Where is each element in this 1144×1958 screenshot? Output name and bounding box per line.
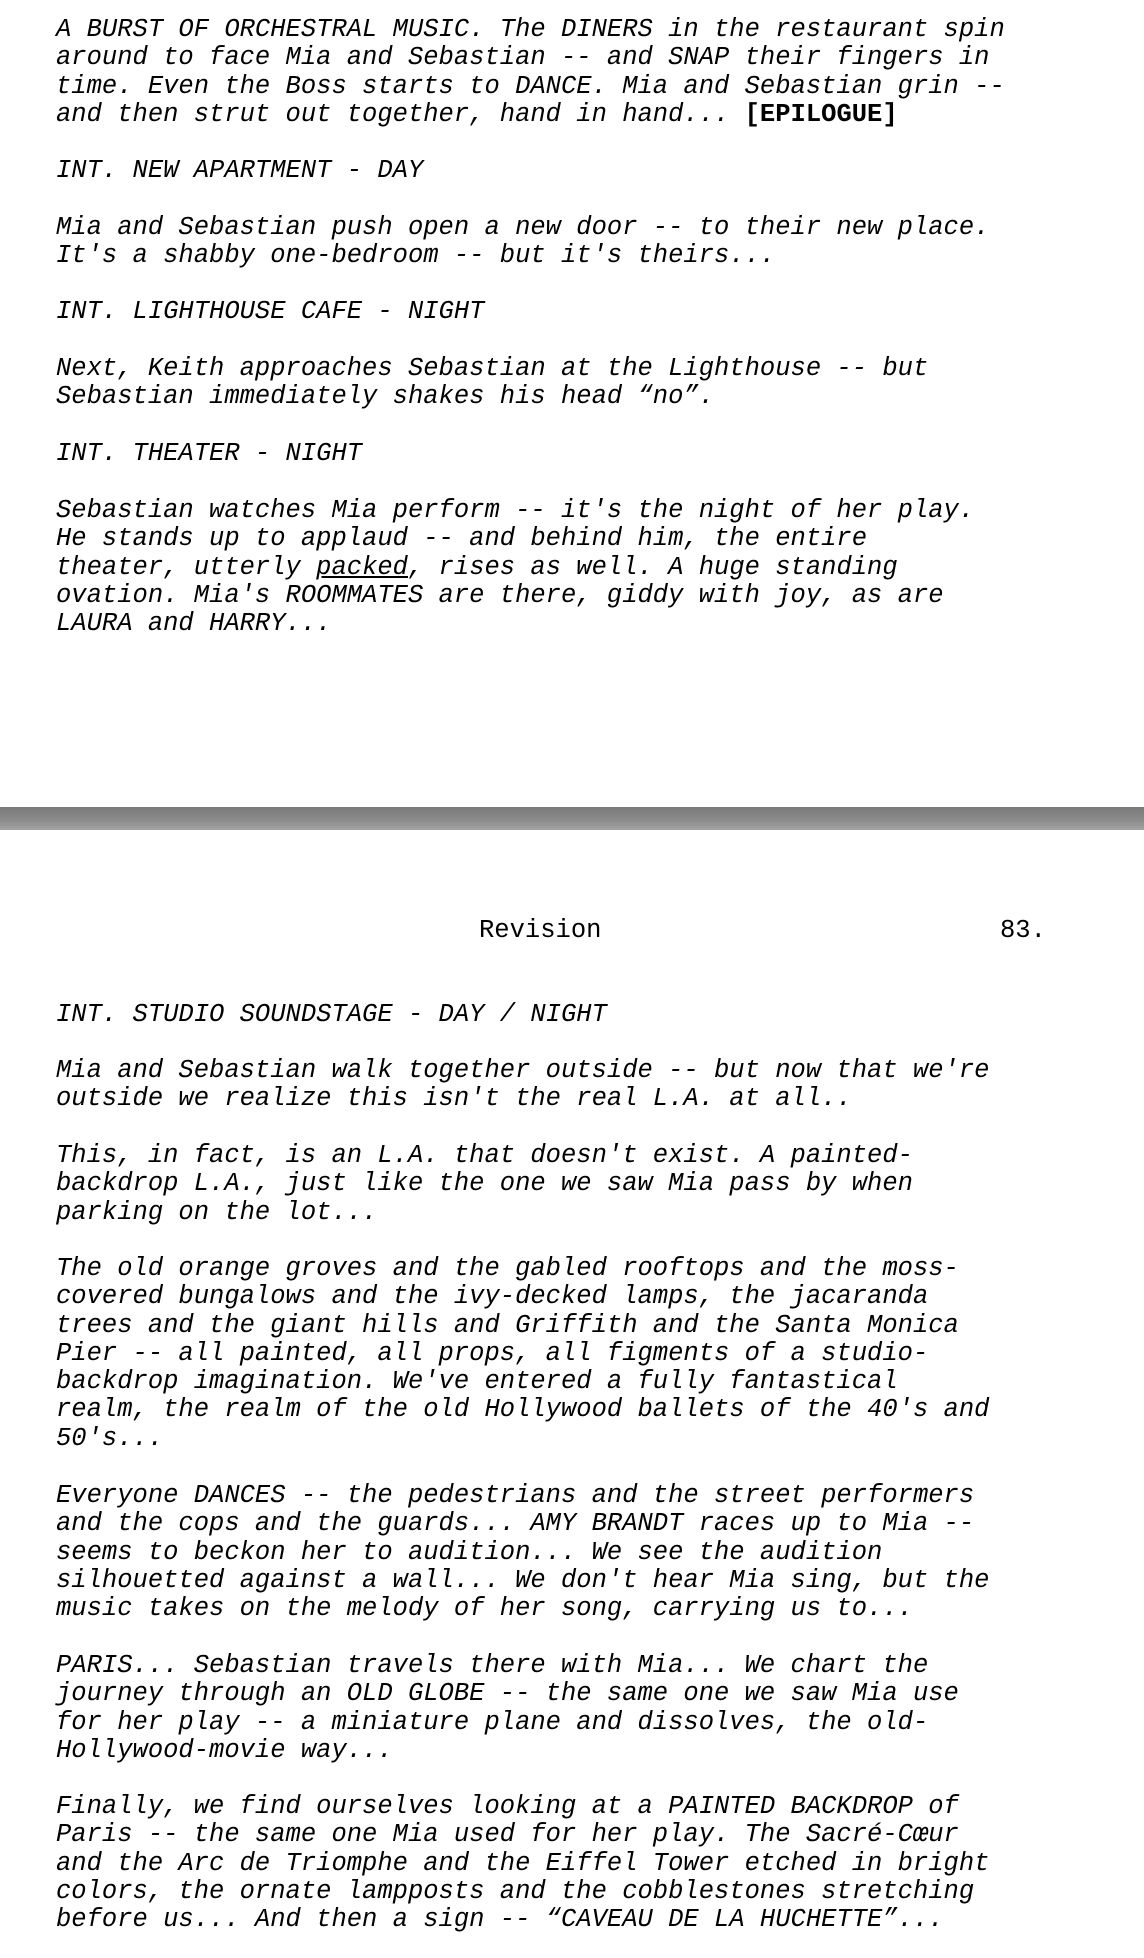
action-line: Next, Keith approaches Sebastian at the Lighthouse -- but: [56, 354, 929, 383]
action-paragraph-everyone-dances: [56, 1482, 1116, 1623]
script-page-2: [0, 830, 1144, 1958]
revision-label: Revision: [479, 916, 602, 945]
action-line: LAURA and HARRY...: [56, 609, 332, 639]
action-line: backdrop imagination. We've entered a fully fantastical: [56, 1367, 898, 1397]
scene-heading-studio-soundstage: INT. STUDIO SOUNDSTAGE - DAY / NIGHT: [56, 1000, 607, 1029]
scene-heading-new-apartment: INT. NEW APARTMENT - DAY: [56, 156, 424, 185]
action-line: for her play -- a miniature plane and dissolves, the old-: [56, 1707, 929, 1737]
action-line: ovation. Mia's ROOMMATES are there, giddy with joy, as are: [56, 580, 944, 610]
action-paragraph-diners: [56, 16, 1116, 129]
action-paragraph-painted-la: [56, 1142, 1116, 1227]
action-line: Finally, we find ourselves looking at a PAINTED BACKDROP of: [56, 1792, 959, 1821]
action-paragraph-paris: [56, 1652, 1116, 1765]
action-line: This, in fact, is an L.A. that doesn't exist. A painted-: [56, 1141, 913, 1170]
action-line: , rises as well. A huge standing: [407, 552, 898, 582]
action-line: Sebastian watches Mia perform -- it's the night of her play.: [56, 496, 975, 525]
script-page-1: [0, 0, 1144, 807]
action-line: Mia and Sebastian walk together outside -- but now that we're: [56, 1056, 990, 1085]
action-paragraph-keith: [56, 355, 1116, 412]
action-line: 50's...: [56, 1423, 164, 1453]
action-line: It's a shabby one-bedroom -- but it's theirs...: [56, 241, 776, 271]
action-paragraph-walk-outside: [56, 1057, 1116, 1114]
action-paragraph-painted-backdrop-paris: [56, 1793, 1116, 1934]
action-line: Hollywood-movie way...: [56, 1735, 393, 1765]
action-line: The old orange groves and the gabled rooftops and the moss-: [56, 1254, 959, 1283]
action-line: Everyone DANCES -- the pedestrians and the street performers: [56, 1481, 975, 1510]
action-line: and the Arc de Triomphe and the Eiffel Tower etched in bright: [56, 1848, 990, 1878]
page-number: 83.: [1000, 916, 1046, 945]
action-line: outside we realize this isn't the real L.A. at all..: [56, 1084, 852, 1114]
action-line: Mia and Sebastian push open a new door -- to their new place.: [56, 213, 990, 242]
action-line: Pier -- all painted, all props, all figments of a studio-: [56, 1338, 929, 1368]
action-line: music takes on the melody of her song, carrying us to...: [56, 1594, 913, 1624]
action-line: backdrop L.A., just like the one we saw Mia pass by when: [56, 1169, 913, 1199]
action-line: Paris -- the same one Mia used for her play. The Sacré-Cœur: [56, 1820, 959, 1850]
action-line: PARIS... Sebastian travels there with Mia... We chart the: [56, 1651, 929, 1680]
action-line: covered bungalows and the ivy-decked lamps, the jacaranda: [56, 1282, 929, 1312]
action-line: before us... And then a sign -- “CAVEAU DE LA HUCHETTE”...: [56, 1905, 944, 1935]
action-line: time. Even the Boss starts to DANCE. Mia and Sebastian grin --: [56, 71, 1005, 101]
action-paragraph-orange-groves: [56, 1255, 1116, 1453]
action-paragraph-theater: [56, 497, 1116, 638]
action-line: realm, the realm of the old Hollywood ballets of the 40's and: [56, 1395, 990, 1425]
action-line: trees and the giant hills and Griffith and the Santa Monica: [56, 1310, 959, 1340]
action-line: silhouetted against a wall... We don't hear Mia sing, but the: [56, 1565, 990, 1595]
scene-heading-lighthouse-cafe: INT. LIGHTHOUSE CAFE - NIGHT: [56, 297, 485, 326]
action-line: and the cops and the guards... AMY BRANDT races up to Mia --: [56, 1509, 975, 1539]
page-divider: [0, 807, 1144, 830]
action-line: parking on the lot...: [56, 1197, 378, 1227]
action-line: Sebastian immediately shakes his head “no”.: [56, 382, 715, 412]
scene-heading-theater: INT. THEATER - NIGHT: [56, 439, 363, 468]
underlined-word: packed: [316, 552, 408, 582]
action-line: and then strut out together, hand in hand...: [56, 99, 745, 129]
epilogue-tag: [EPILOGUE]: [744, 99, 898, 129]
action-line: theater, utterly: [56, 552, 317, 582]
action-line: A BURST OF ORCHESTRAL MUSIC. The DINERS in the restaurant spin: [56, 15, 1005, 44]
action-line: colors, the ornate lampposts and the cobblestones stretching: [56, 1876, 975, 1906]
action-line: He stands up to applaud -- and behind him, the entire: [56, 524, 868, 554]
action-line: around to face Mia and Sebastian -- and SNAP their fingers in: [56, 43, 990, 73]
action-paragraph-new-door: [56, 214, 1116, 271]
action-line: journey through an OLD GLOBE -- the same one we saw Mia use: [56, 1679, 959, 1709]
action-line: seems to beckon her to audition... We see the audition: [56, 1537, 883, 1567]
